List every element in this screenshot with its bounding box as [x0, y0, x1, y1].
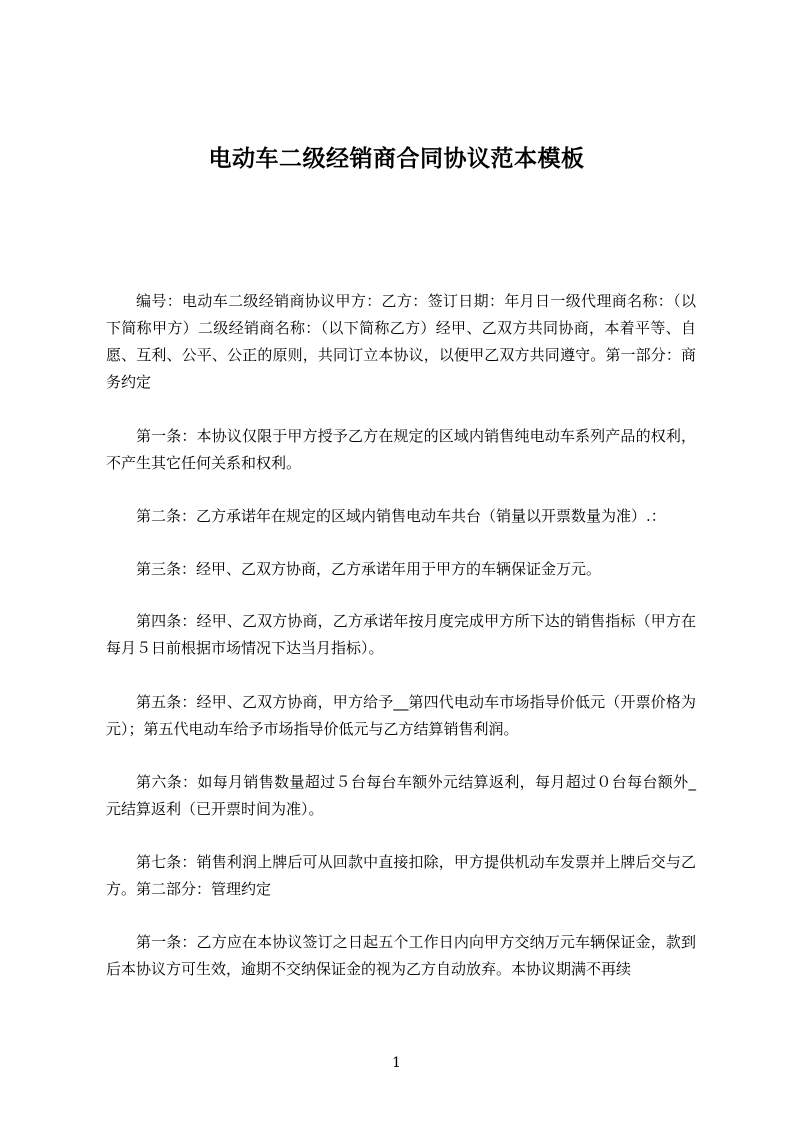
- page-number: 1: [392, 1055, 401, 1071]
- clause-paragraph: 第三条：经甲、乙双方协商，乙方承诺年用于甲方的车辆保证金万元。: [136, 560, 602, 578]
- clause-paragraph: 第一条：本协议仅限于甲方授予乙方在规定的区域内销售纯电动车系列产品的权利，不产生其它任何关系和权利。: [106, 427, 696, 472]
- clause-paragraph: 第一条：乙方应在本协议签订之日起五个工作日内向甲方交纳万元车辆保证金，款到后本协议方可生效，逾期不交纳保证金的视为乙方自动放弃。本协议期满不再续: [106, 933, 696, 978]
- clause-paragraph: 第五条：经甲、乙双方协商，甲方给予__第四代电动车市场指导价低元（开票价格为元）；第五代电动车给予市场指导价低元与乙方结算销售利润。: [106, 693, 696, 738]
- clause-paragraph: 第六条：如每月销售数量超过５台每台车额外元结算返利，每月超过０台每台额外_元结算返利（已开票时间为准）。: [106, 773, 696, 818]
- clause-paragraph: 第二条：乙方承诺年在规定的区域内销售电动车共台（销量以开票数量为准）.：: [136, 507, 666, 525]
- document-title: 电动车二级经销商合同协议范本模板: [208, 146, 585, 172]
- clause-paragraph: 第七条：销售利润上牌后可从回款中直接扣除，甲方提供机动车发票并上牌后交与乙方。第二部分：管理约定: [106, 853, 696, 898]
- intro-paragraph: 编号：电动车二级经销商协议甲方：乙方：签订日期：年月日一级代理商名称：（以下简称甲方）二级经销商名称：（以下简称乙方）经甲、乙双方共同协商，本着平等、自愿、互利、公平、公正的原则，共同订立本协议，以便甲乙双方共同遵守。第一部分：商务约定: [106, 292, 696, 391]
- clause-paragraph: 第四条：经甲、乙双方协商，乙方承诺年按月度完成甲方所下达的销售指标（甲方在每月５日前根据市场情况下达当月指标）。: [106, 612, 696, 657]
